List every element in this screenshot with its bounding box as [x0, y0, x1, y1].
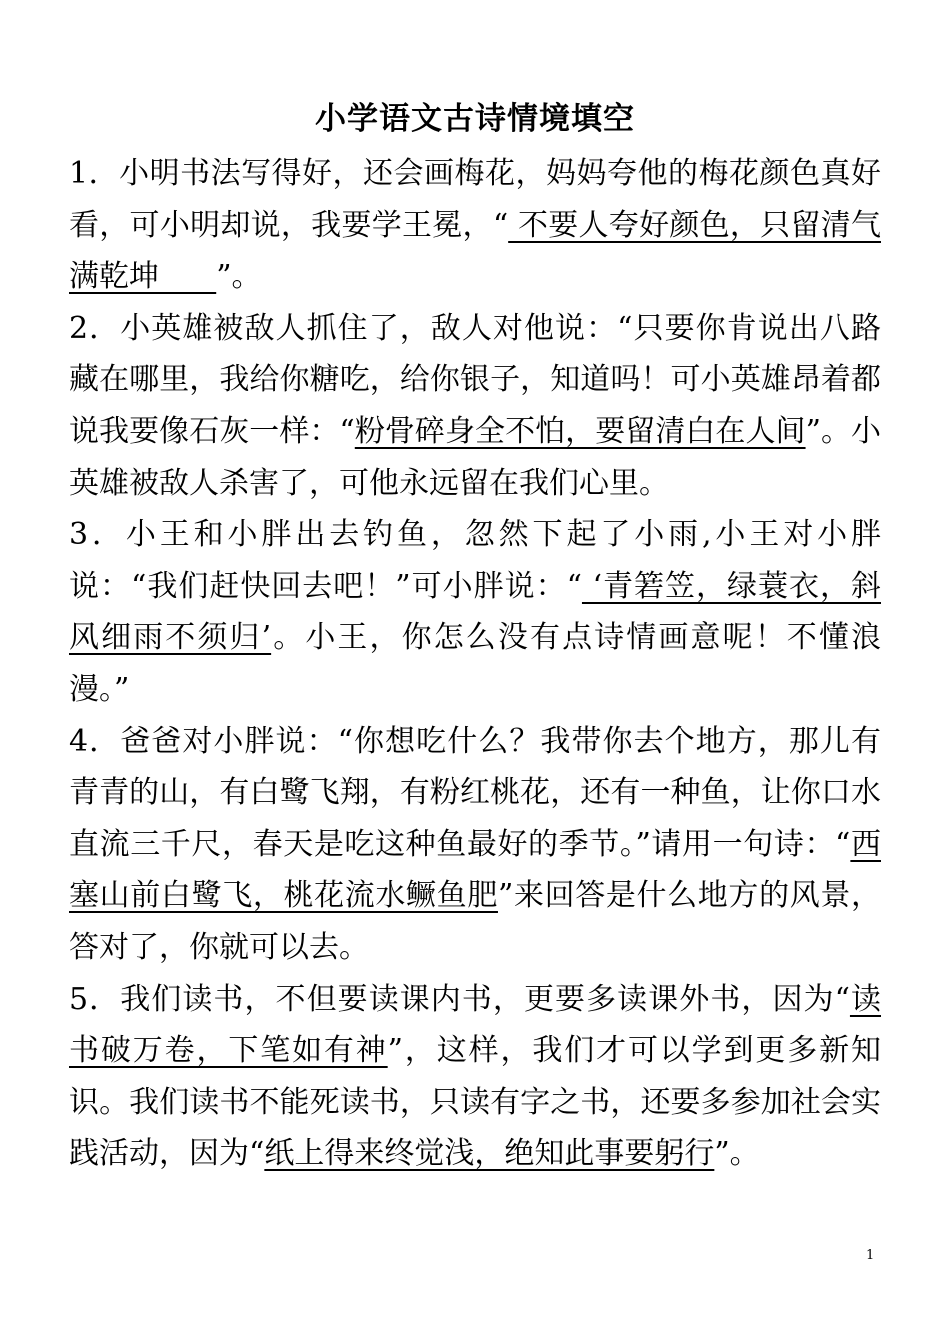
page-number: 1 — [866, 1248, 875, 1263]
question-2 — [69, 303, 881, 509]
question-4-tail: ”来回答是什么地方的风景，答对了，你就可以去。 — [69, 878, 881, 965]
question-5-answer-2: 纸上得来终觉浅，绝知此事要躬行 — [264, 1136, 715, 1172]
question-4 — [69, 716, 881, 974]
document-body — [69, 148, 881, 1180]
question-5 — [69, 974, 881, 1180]
document-title: 小学语文古诗情境填空 — [315, 101, 635, 137]
question-2-tail: ”。小英雄被敌人杀害了，可他永远留在我们心里。 — [69, 413, 881, 501]
question-1-answer: 不要人夸好颜色，只留清气满乾坤 — [69, 207, 881, 295]
question-5-answer-1: 读书破万卷，下笔如有神 — [69, 981, 881, 1069]
question-4-text: 4．爸爸对小胖说：“你想吃什么？我带你去个地方，那儿有青青的山，有白鹭飞翔，有粉红桃花，还有一种鱼，让你口水直流三千尺，春天是吃这种鱼最好的季节。”请用一句诗：“ — [69, 723, 881, 862]
question-4-answer: 西塞山前白鹭飞，桃花流水鳜鱼肥 — [69, 826, 881, 914]
question-5-tail: ”。 — [714, 1136, 760, 1172]
question-2-text: 2．小英雄被敌人抓住了，敌人对他说：“只要你肯说出八路藏在哪里，我给你糖吃，给你银子，知道吗！可小英雄昂着都说我要像石灰一样：“ — [69, 310, 881, 449]
question-3-tail: 。小王，你怎么没有点诗情画意呢！不懂浪漫。” — [69, 620, 881, 707]
question-3-answer: ‘青箬笠，绿蓑衣，斜风细雨不须归’ — [69, 568, 881, 656]
question-3 — [69, 509, 881, 715]
question-1 — [69, 148, 881, 303]
question-3-text: 3．小王和小胖出去钓鱼，忽然下起了小雨,小王对小胖说：“我们赶快回去吧！”可小胖说：“ — [69, 517, 881, 604]
question-2-answer: 粉骨碎身全不怕，要留清白在人间 — [354, 413, 806, 449]
question-5-middle: ”，这样，我们才可以学到更多新知识。我们读书不能死读书，只读有字之书，还要多参加社会实践活动，因为“ — [69, 1033, 882, 1172]
question-1-tail: ”。 — [216, 259, 262, 295]
question-5-text: 5．我们读书，不但要读课内书，更要多读课外书，因为“ — [69, 981, 850, 1017]
question-1-text: 1．小明书法写得好，还会画梅花，妈妈夸他的梅花颜色真好看，可小明却说，我要学王冕，“ — [69, 156, 881, 243]
